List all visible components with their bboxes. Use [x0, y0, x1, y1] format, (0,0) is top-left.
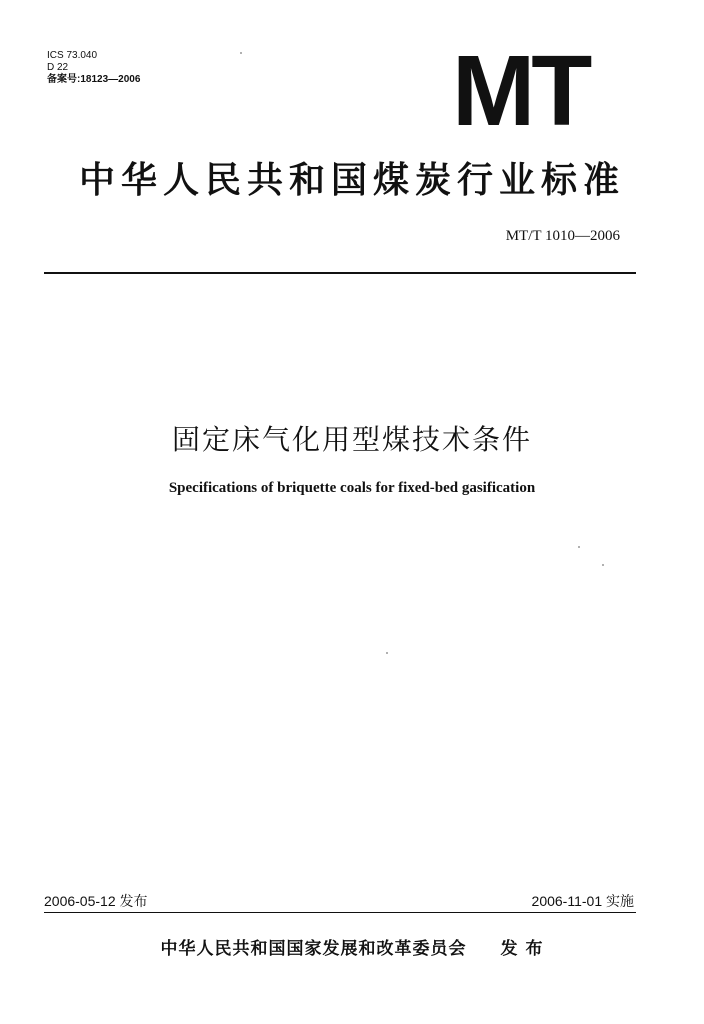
- scan-speck: [386, 652, 388, 654]
- document-metadata: [47, 50, 140, 86]
- issuing-authority: [0, 934, 704, 959]
- organization-title: 中华人民共和国煤炭行业标准: [78, 160, 625, 201]
- ics-code: ICS 73.040: [47, 50, 98, 61]
- issuer-action: 发 布: [500, 939, 544, 959]
- standard-number: MT/T 1010—2006: [505, 228, 620, 244]
- mt-logo: MT: [452, 35, 589, 147]
- footer-divider: [44, 912, 636, 913]
- document-subtitle-en: Specifications of briquette coals for fixed-bed gasification: [168, 480, 536, 496]
- issuer-name: 中华人民共和国国家发展和改革委员会: [160, 939, 467, 959]
- document-title: 固定床气化用型煤技术条件: [171, 423, 532, 456]
- scan-speck: [240, 52, 242, 54]
- implementation-date: 2006-11-01 实施: [531, 893, 634, 909]
- scan-speck: [578, 546, 580, 548]
- scan-speck: [602, 564, 604, 566]
- issue-date: 2006-05-12 发布: [44, 893, 148, 909]
- header-divider: [44, 272, 636, 274]
- record-number: 备案号:18123—2006: [47, 74, 141, 85]
- ccs-code: D 22: [47, 62, 69, 73]
